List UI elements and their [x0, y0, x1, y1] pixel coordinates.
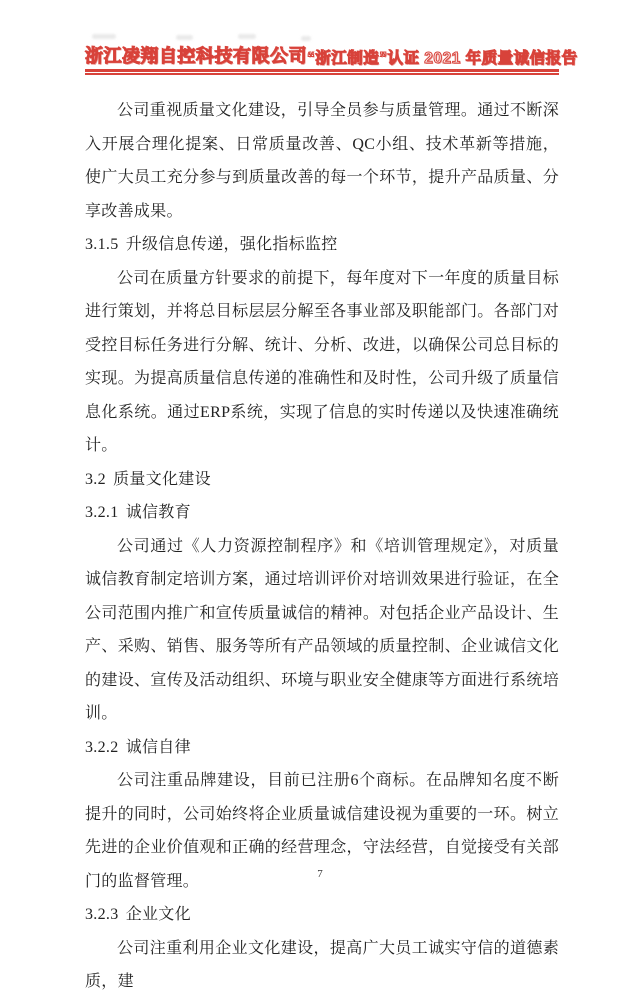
header-rule [85, 69, 559, 75]
section-heading [85, 731, 559, 765]
section-title: 诚信自律 [125, 738, 191, 756]
section-number: 3.1.5 [85, 236, 119, 253]
paragraph: 公司注重利用企业文化建设，提高广大员工诚实守信的道德素质，建 [85, 939, 559, 990]
header-rule-thin [85, 73, 559, 75]
section-heading [85, 898, 559, 932]
section-number: 3.2.3 [85, 906, 119, 923]
section-title: 升级信息传递，强化指标监控 [125, 236, 338, 253]
section-title: 企业文化 [125, 906, 191, 923]
page-header [85, 44, 578, 68]
section-title: 诚信教育 [125, 504, 191, 521]
scan-artifact [301, 36, 311, 41]
section-title: 质量文化建设 [113, 470, 211, 488]
section-number: 3.2.1 [85, 504, 119, 521]
page-number: 7 [317, 868, 323, 880]
header-company-name: 浙江凌翔自控科技有限公司 [85, 46, 307, 66]
paragraph: 公司在质量方针要求的前提下，每年度对下一年度的质量目标进行策划，并将总目标层层分解至各事业部及职能部门。各部门对受控目标任务进行分解、统计、分析、改进，以确保公司总目标的实现。为提高质量信息传递的准确性和及时性，公司升级了质量信息化系统。通过ERP系统，实现了信息的实时传递以及快速准确统计。 [85, 269, 559, 454]
section-number: 3.2 [85, 470, 106, 488]
scan-artifact [92, 34, 116, 39]
header-report-title: “浙江制造”认证 2021 年质量诚信报告 [307, 50, 578, 67]
paragraph: 公司注重品牌建设，目前已注册6个商标。在品牌知名度不断提升的同时，公司始终将企业质量诚信建设视为重要的一环。树立先进的企业价值观和正确的经营理念，守法经营，自觉接受有关部门的监督管理。 [85, 772, 559, 890]
section-heading [85, 496, 559, 530]
paragraph: 公司通过《人力资源控制程序》和《培训管理规定》，对质量诚信教育制定培训方案，通过培训评价对培训效果进行验证，在全公司范围内推广和宣传质量诚信的精神。对包括企业产品设计、生产、采购、销售、服务等所有产品领域的质量控制、企业诚信文化的建设、宣传及活动组织、环境与职业安全健康等方面进行系统培训。 [85, 537, 559, 722]
scan-artifact [176, 35, 193, 40]
paragraph: 公司重视质量文化建设，引导全员参与质量管理。通过不断深入开展合理化提案、日常质量改善、QC小组、技术革新等措施，使广大员工充分参与到质量改善的每一个环节，提升产品质量、分享改善成果。 [85, 102, 559, 220]
scan-artifact [238, 34, 256, 39]
document-body [85, 94, 559, 999]
section-heading [85, 463, 559, 497]
section-number: 3.2.2 [85, 738, 119, 756]
section-heading [85, 228, 559, 262]
